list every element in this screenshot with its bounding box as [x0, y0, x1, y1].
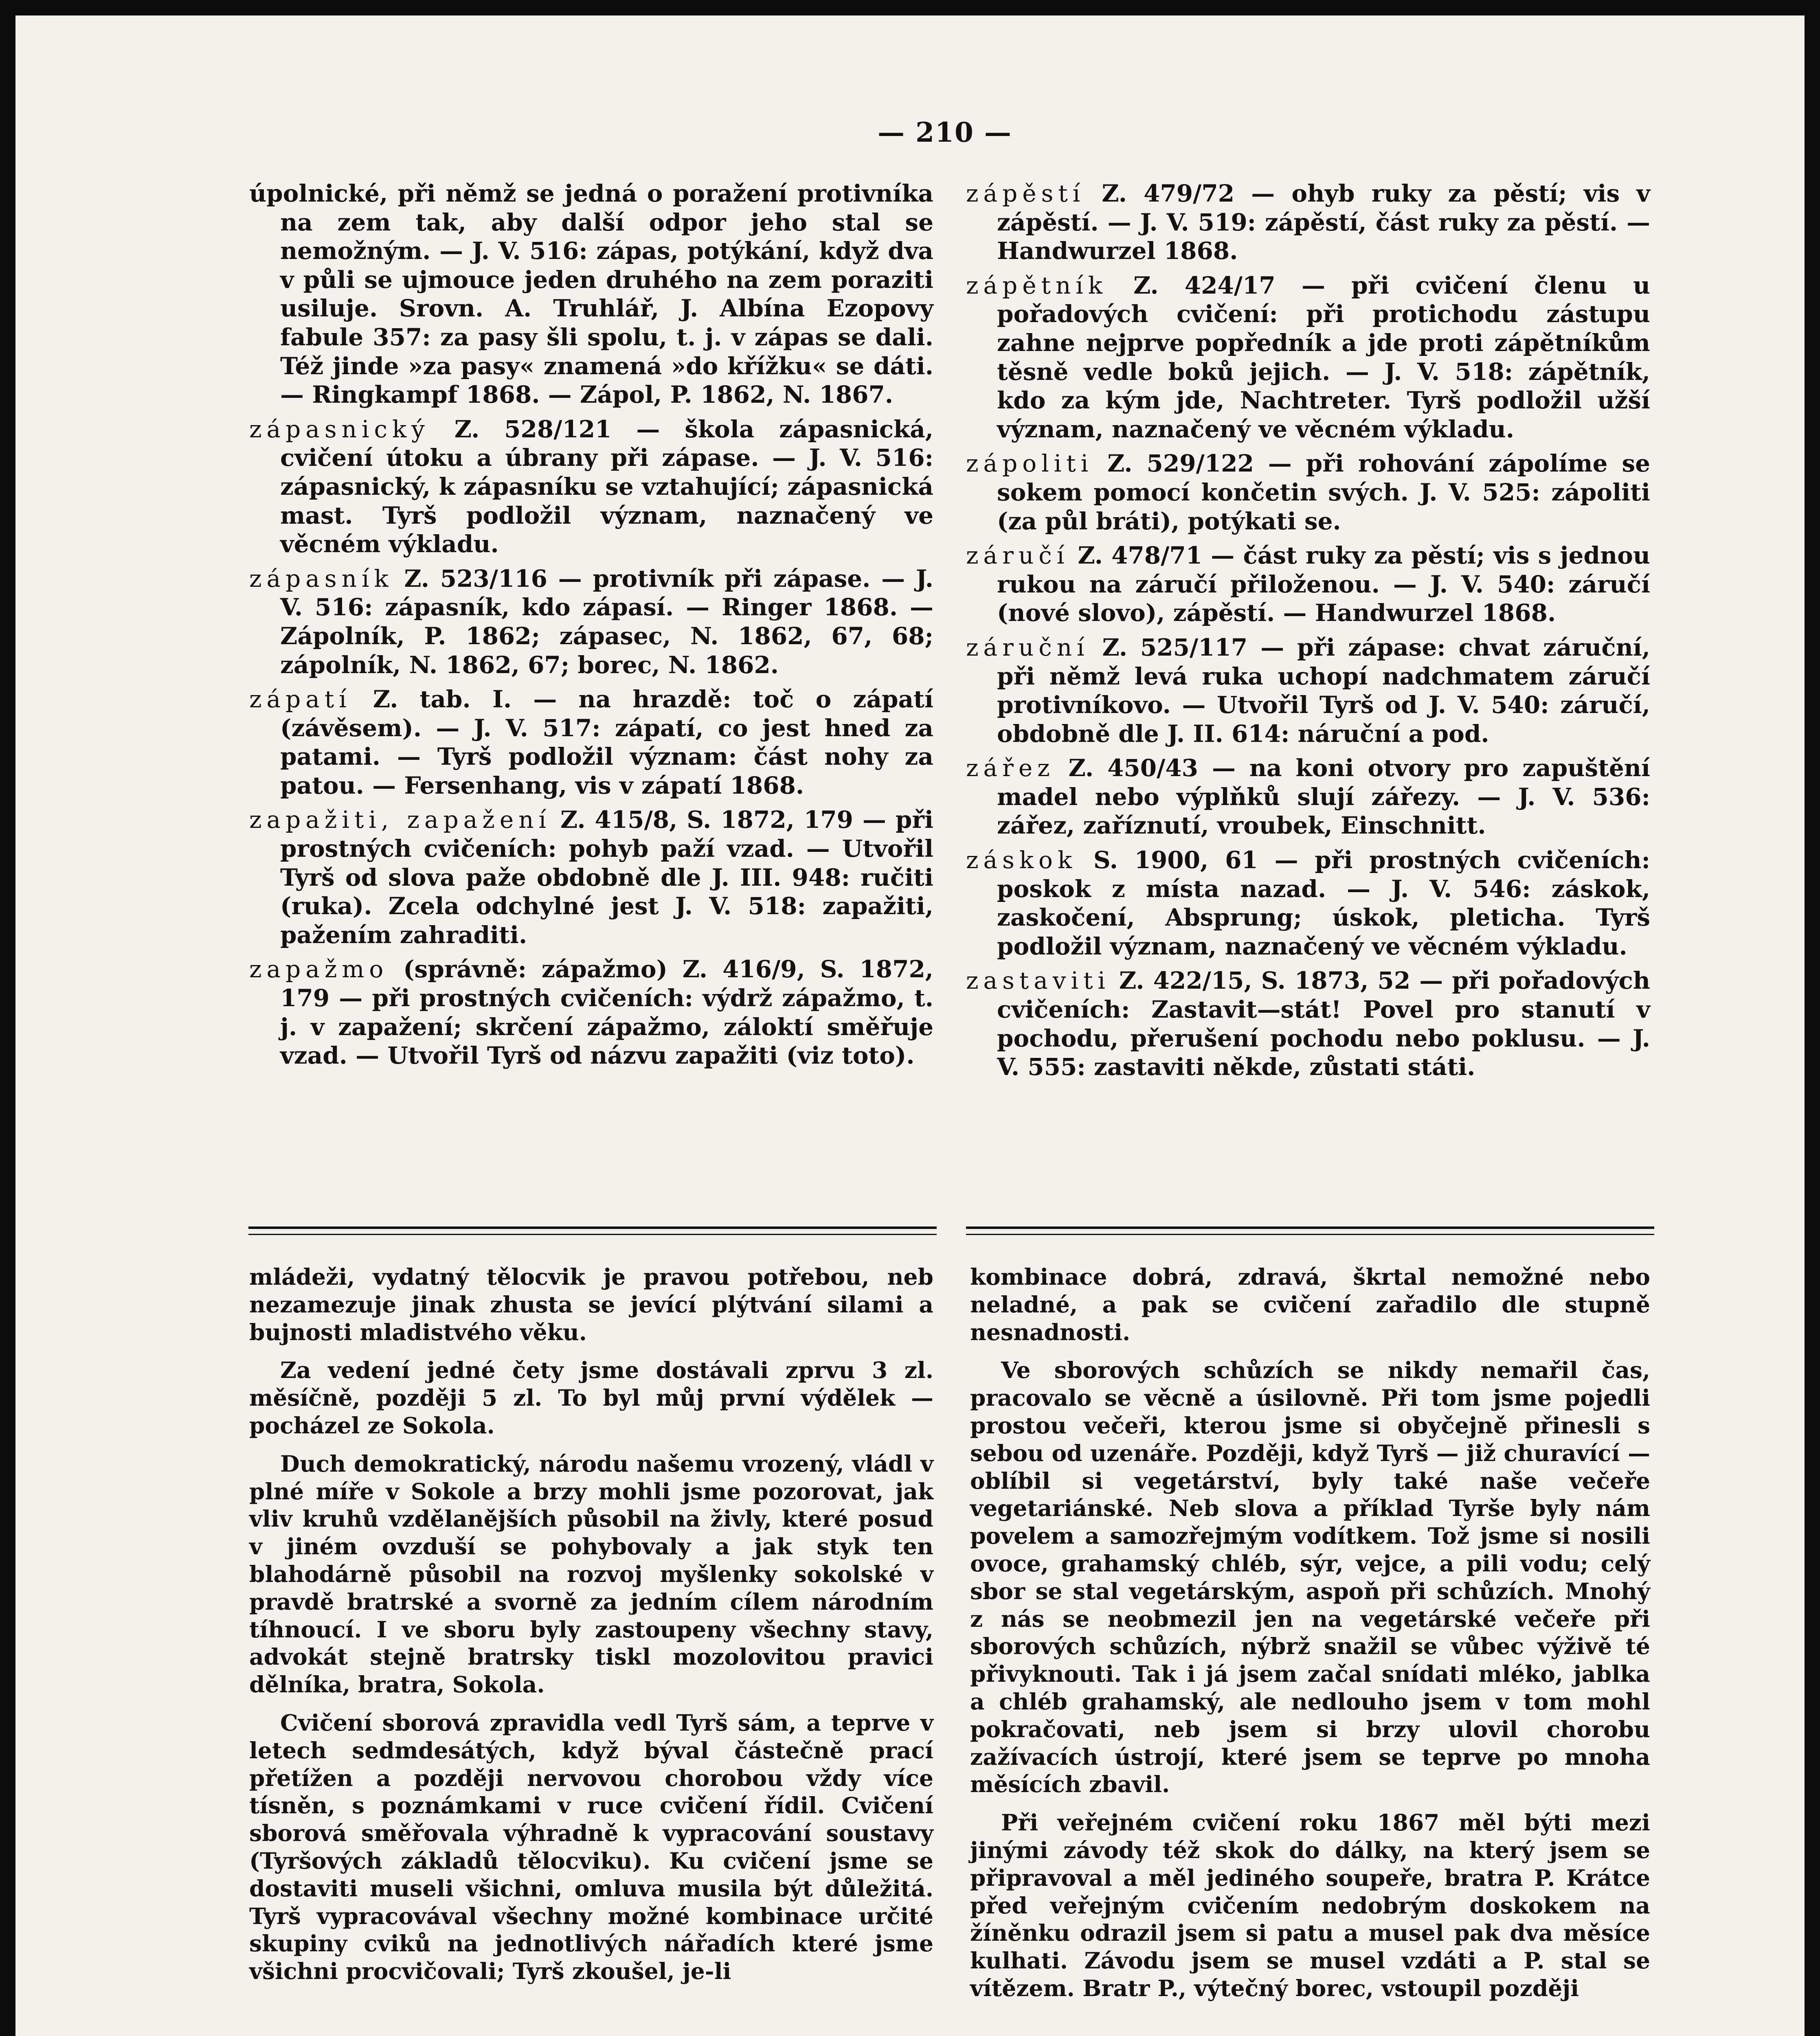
entry-headword: záručí	[966, 542, 1069, 570]
memoir-paragraph: mládeži, vydatný tělocvik je pravou potřebou, neb nezamezuje jinak zhusta se jevící plýtvání silami a bujnosti mladistvého věku.	[249, 1264, 933, 1345]
dictionary-entry	[966, 541, 1650, 627]
entry-headword: zápoliti	[966, 450, 1093, 478]
memoir-paragraph: Při veřejném cvičení roku 1867 měl býti mezi jinými závody též skok do dálky, na který jsem se připravoval a měl jediného soupeře, bratra P. Krátce před veřejným cvičením nedobrým doskokem na žíněnku odrazil jsem si patu a musel pak dva měsíce kulhati. Závodu jsem se musel vzdáti a P. stal se vítězem. Bratr P., výtečný borec, vstoupil později	[970, 1809, 1650, 2001]
dictionary-entry	[966, 754, 1650, 840]
dictionary-entry	[966, 633, 1650, 748]
section-divider-right	[966, 1226, 1654, 1229]
dictionary-entry	[249, 955, 933, 1070]
dictionary-entry	[966, 966, 1650, 1081]
dictionary-entry	[966, 449, 1650, 535]
dictionary-column-right	[966, 179, 1650, 1087]
memoir-paragraph: kombinace dobrá, zdravá, škrtal nemožné nebo neladné, a pak se cvičení zařadilo dle stupně nesnadnosti.	[970, 1264, 1650, 1345]
entry-body: Z. 422/15, S. 1873, 52 — při pořadových cvičeních: Zastavit—stát! Povel pro stanutí v pochodu, přerušení pochodu nebo poklusu. — J. V. 555: zastaviti někde, zůstati státi.	[997, 967, 1650, 1081]
memoir-column-left	[249, 1263, 933, 1996]
dictionary-entry	[249, 179, 933, 409]
memoir-paragraph: Ve sborových schůzích se nikdy nemařil čas, pracovalo se věcně a úsilovně. Při tom jsme pojedli prostou večeři, kterou jsme si obyčejně přinesli s sebou od uzenáře. Později, když Tyrš — již churavící — oblíbil si vegetárství, byly také naše večeře vegetariánské. Neb slova a příklad Tyrše byly nám povelem a samozřejmým vodítkem. Tož jsme si nosili ovoce, grahamský chléb, sýr, vejce, a pili vodu; celý sbor se stal vegetárským, aspoň při schůzích. Mnohý z nás se neobmezil jen na vegetárské večeře při sborových schůzích, nýbrž snažil se vůbec výživě té přivyknouti. Tak i já jsem začal snídati mléko, jablka a chléb grahamský, ale nedlouho jsem v tom mohl pokračovati, neb jsem si brzy ulovil chorobu zažívacích ústrojí, které jsem se teprve po mnoha měsících zbavil.	[970, 1357, 1650, 1798]
section-divider-left-thin	[248, 1234, 937, 1235]
entry-headword: zápětník	[966, 271, 1107, 299]
entry-headword: zapažmo	[249, 955, 389, 983]
memoir-paragraph: Cvičení sborová zpravidla vedl Tyrš sám, a teprve v letech sedmdesátých, když býval částečně prací přetížen a později nervovou chorobou vždy více tísněn, s poznámkami v ruce cvičení řídil. Cvičení sborová směřovala výhradně k vypracování soustavy (Tyršových základů tělocviku). Ku cvičení jsme se dostaviti museli všichni, omluva musila být důležitá. Tyrš vypracovával všechny možné kombinace určité skupiny cviků na jednotlivých nářadích které jsme všichni procvičovali; Tyrš zkoušel, je-li	[249, 1709, 933, 1985]
entry-headword: zapažiti, zapažení	[249, 806, 551, 834]
memoir-paragraph: Za vedení jedné čety jsme dostávali zprvu 3 zl. měsíčně, později 5 zl. To byl můj první výdělek — pocházel ze Sokola.	[249, 1357, 933, 1439]
dictionary-entry	[249, 685, 933, 800]
entry-body: (správně: zápažmo) Z. 416/9, S. 1872, 179 — při prostných cvičeních: výdrž zápažmo, t. j. v zapažení; skrčení zápažmo, záloktí směřuje vzad. — Utvořil Tyrš od názvu zapažiti (viz toto).	[280, 955, 933, 1070]
section-divider-left	[248, 1226, 937, 1229]
dictionary-entry	[966, 846, 1650, 961]
entry-body: Z. 525/117 — při zápase: chvat záruční, při němž levá ruka uchopí nadchmatem záručí protivníkovo. — Utvořil Tyrš od J. V. 540: záručí, obdobně dle J. II. 614: náruční a pod.	[997, 633, 1650, 748]
dictionary-entry	[966, 179, 1650, 265]
dictionary-entry	[249, 564, 933, 679]
entry-body: Z. 528/121 — škola zápasnická, cvičení útoku a úbrany při zápase. — J. V. 516: zápasnický, k zápasníku se vztahující; zápasnická mast. Tyrš podložil význam, naznačený ve věcném výkladu.	[280, 415, 933, 558]
entry-body: Z. 424/17 — při cvičení členu u pořadových cvičení: při protichodu zástupu zahne nejprve popředník a jde proti zápětníkům těsně vedle boků jejich. — J. V. 518: zápětník, kdo za kým jde, Nachtreter. Tyrš podložil užší význam, naznačený ve věcném výkladu.	[997, 271, 1650, 443]
memoir-paragraph: Duch demokratický, národu našemu vrozený, vládl v plné míře v Sokole a brzy mohli jsme pozorovat, jak vliv kruhů vzdělanějších působil na živly, které posud v jiném ovzduší se pohybovaly a jak styk ten blahodárně působil na rozvoj myšlenky sokolské v pravdě bratrské a svorně za jedním cílem národním tíhnoucí. I ve sboru byly zastoupeny všechny stavy, advokát stejně bratrsky tiskl mozolovitou pravici dělníka, bratra, Sokola.	[249, 1450, 933, 1698]
entry-body: Z. 478/71 — část ruky za pěstí; vis s jednou rukou na záručí přiloženou. — J. V. 540: záručí (nové slovo), zápěstí. — Handwurzel 1868.	[997, 542, 1650, 627]
entry-headword: zastaviti	[966, 967, 1110, 995]
entry-headword: zápasnický	[249, 415, 430, 443]
entry-body: Z. 415/8, S. 1872, 179 — při prostných cvičeních: pohyb paží vzad. — Utvořil Tyrš od slova paže obdobně dle J. III. 948: ručiti (ruka). Zcela odchylné jest J. V. 518: zapažiti, pažením zahraditi.	[280, 806, 933, 949]
entry-body: Z. 479/72 — ohyb ruky za pěstí; vis v zápěstí. — J. V. 519: zápěstí, část ruky za pěstí. — Handwurzel 1868.	[997, 180, 1650, 265]
entry-headword: zápatí	[249, 685, 351, 713]
page-number: — 210 —	[878, 116, 1012, 148]
entry-body: S. 1900, 61 — při prostných cvičeních: poskok z místa nazad. — J. V. 546: záskok, zaskočení, Absprung; úskok, pleticha. Tyrš podložil význam, naznačený ve věcném výkladu.	[997, 846, 1650, 960]
entry-body: Z. 450/43 — na koni otvory pro zapuštění madel nebo výplňků slují zářezy. — J. V. 536: zářez, zaříznutí, vroubek, Einschnitt.	[997, 754, 1650, 840]
dictionary-entry	[249, 805, 933, 949]
entry-body: Z. 529/122 — při rohování zápolíme se sokem pomocí končetin svých. J. V. 525: zápoliti (za půl bráti), potýkati se.	[997, 450, 1650, 535]
entry-body: Z. 523/116 — protivník při zápase. — J. V. 516: zápasník, kdo zápasí. — Ringer 1868. — Zápolník, P. 1862; zápasec, N. 1862, 67, 68; zápolník, N. 1862, 67; borec, N. 1862.	[280, 564, 933, 679]
entry-headword: zářez	[966, 754, 1055, 782]
entry-headword: zápěstí	[966, 180, 1085, 207]
dictionary-entry	[249, 415, 933, 559]
dictionary-entry	[966, 271, 1650, 444]
entry-headword: záruční	[966, 633, 1089, 661]
dictionary-column-left	[249, 179, 933, 1076]
entry-headword: záskok	[966, 846, 1077, 874]
entry-body: Z. tab. I. — na hrazdě: toč o zápatí (závěsem). — J. V. 517: zápatí, co jest hned za patami. — Tyrš podložil význam: část nohy za patou. — Fersenhang, vis v zápatí 1868.	[280, 685, 933, 799]
entry-headword: zápasník	[249, 564, 393, 592]
memoir-column-right	[970, 1263, 1650, 2013]
section-divider-right-thin	[966, 1234, 1654, 1235]
entry-body: úpolnické, při němž se jedná o poražení protivníka na zem tak, aby další odpor jeho stal se nemožným. — J. V. 516: zápas, potýkání, když dva v půli se ujmouce jeden druhého na zem poraziti usiluje. Srovn. A. Truhlář, J. Albína Ezopovy fabule 357: za pasy šli spolu, t. j. v zápas se dali. Též jinde »za pasy« znamená »do křížku« se dáti. — Ringkampf 1868. — Zápol, P. 1862, N. 1867.	[249, 180, 933, 409]
